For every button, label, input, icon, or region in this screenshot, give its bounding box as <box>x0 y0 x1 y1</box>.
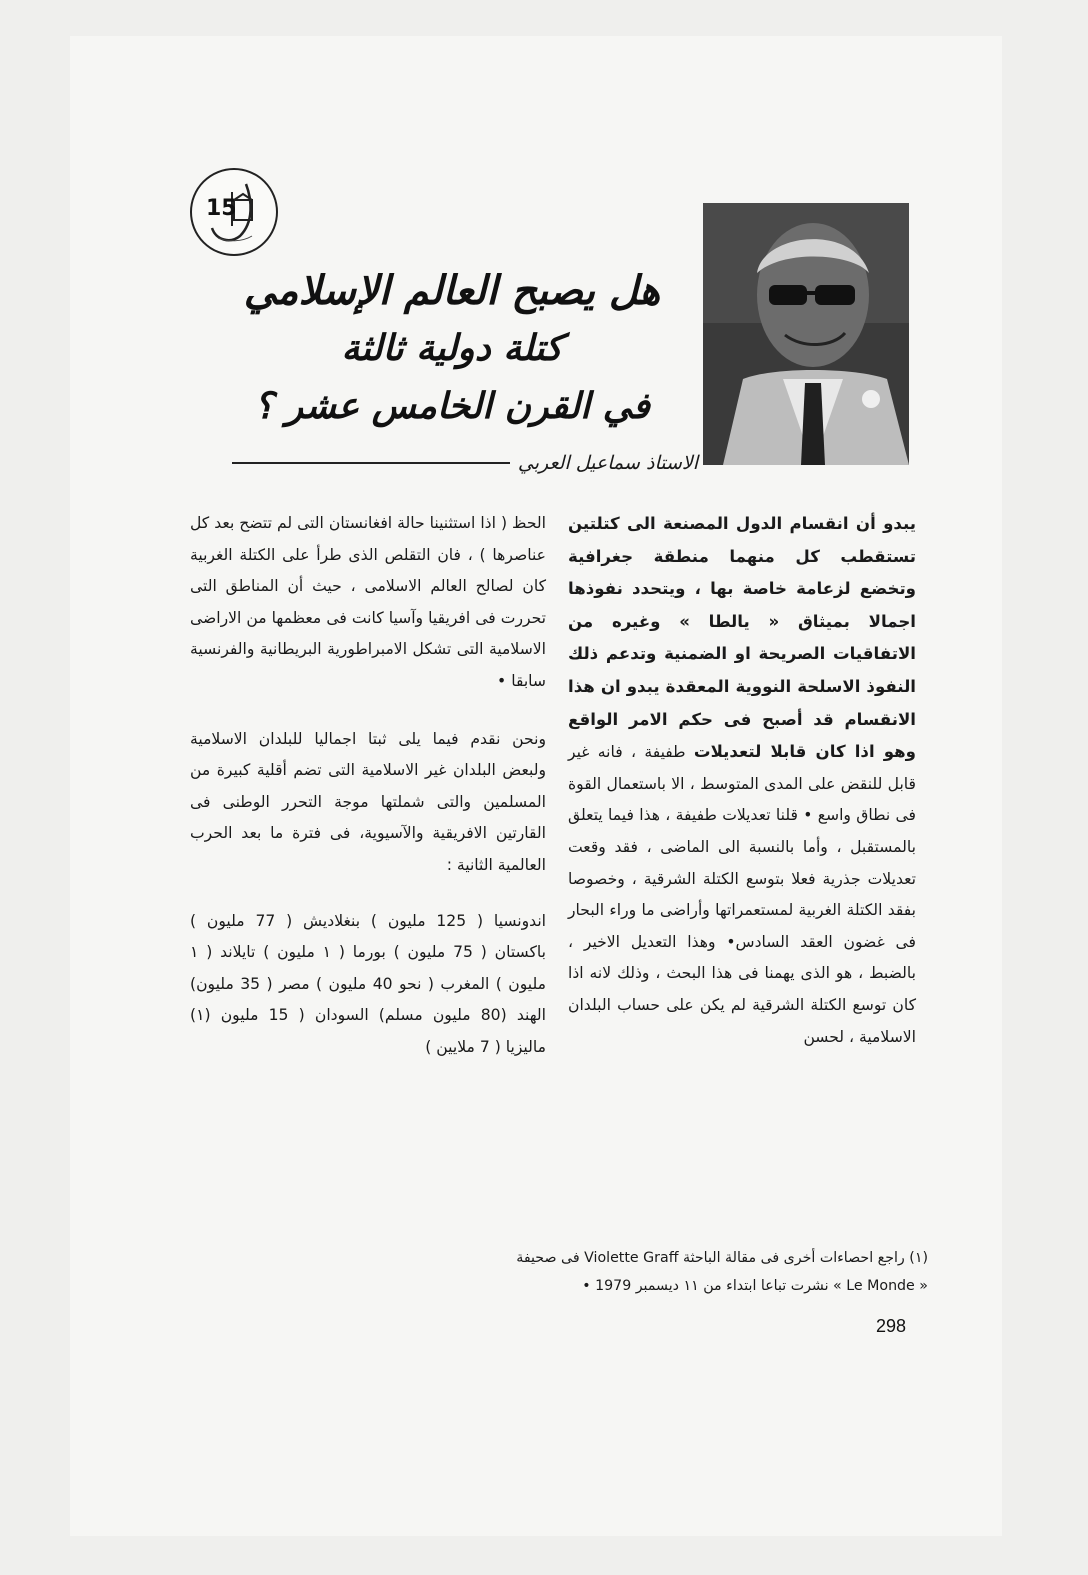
title-line-2: كتلة دولية ثالثة <box>341 328 563 369</box>
body-paragraph: الحظ ( اذا استثنينا حالة افغانستان التى لم تتضح بعد كل عناصرها ) ، فان التقلص الذى طرأ على الكتلة الغربية كان لصالح العالم الاسلامى ، حيث أن المناطق التى تحررت فى افريقيا وآسيا كانت فى معظمها من الاراضى الاسلامية التى تشكل الامبراطورية البريطانية والفرنسية سابقا • <box>190 514 546 690</box>
article-title <box>232 262 672 444</box>
text-column-right <box>568 508 916 1053</box>
lead-paragraph: يبدو أن انقسام الدول المصنعة الى كتلتين تستقطب كل منهما منطقة جغرافية وتخضع لزعامة خاصة بها ، ويتحدد نفوذها اجمالا بميثاق « يالطا » وغيره من الاتفاقيات الصريحة او الضمنية وتدعم ذلك النفوذ الاسلحة النووية المعقدة يبدو ان هذا الانقسام قد أصبح فى حكم الامر الواقع وهو اذا كان قابلا لتعديلات <box>568 514 916 762</box>
title-line-3: في القرن الخامس عشر ؟ <box>254 386 650 427</box>
footnote-line-2: « Le Monde » نشرت تباعا ابتداء من ١١ ديسمبر 1979 • <box>582 1278 928 1294</box>
author-byline <box>232 448 698 478</box>
text-column-left <box>190 508 546 1074</box>
author-name: الاستاذ سماعيل العربي <box>517 452 698 474</box>
author-photo <box>703 203 909 465</box>
body-paragraph: طفيفة ، فانه غير قابل للنقض على المدى المتوسط ، الا باستعمال القوة فى نطاق واسع • قلنا تعديلات طفيفة ، هذا فيما يتعلق بالمستقبل ، وأما بالنسبة الى الماضى ، فقد وقعت تعديلات جذرية فعلا بتوسع الكتلة الشرقية ، وخصوصا بفقد الكتلة الغربية لمستعمراتها وأراضى ما وراء البحار فى غضون العقد السادس• وهذا التعديل الاخير ، بالضبط ، هو الذى يهمنا فى هذا البحث ، وذلك لانه اذا كان توسع الكتلة الشرقية لم يكن على حساب البلدان الاسلامية ، لحسن <box>568 743 916 1046</box>
logo-number: 15 <box>206 196 237 221</box>
footnote <box>180 1244 928 1300</box>
magazine-logo <box>190 168 278 256</box>
page-number: 298 <box>876 1316 907 1336</box>
country-list: اندونسيا ( 125 مليون ) بنغلاديش ( 77 مليون ) باكستان ( 75 مليون ) بورما ( ١ مليون ) تايلاند ( ١ مليون ) المغرب ( نحو 40 مليون ) مصر ( 35 مليون) الهند (80 مليون مسلم) السودان ( 15 مليون (١) ماليزيا ( 7 ملايين ) <box>190 911 546 1056</box>
body-paragraph: ونحن نقدم فيما يلى ثبتا اجماليا للبلدان الاسلامية ولبعض البلدان غير الاسلامية التى تضم أقلية كبيرة من المسلمين والتى شملتها موجة التحرر الوطنى فى القارتين الافريقية والآسيوية، فى فترة ما بعد الحرب العالمية الثانية : <box>190 729 546 874</box>
byline-rule <box>232 462 510 464</box>
title-line-1: هل يصبح العالم الإسلامي <box>243 268 661 314</box>
footnote-line-1: (١) راجع احصاءات أخرى فى مقالة الباحثة Violette Graff فى صحيفة <box>516 1250 928 1266</box>
